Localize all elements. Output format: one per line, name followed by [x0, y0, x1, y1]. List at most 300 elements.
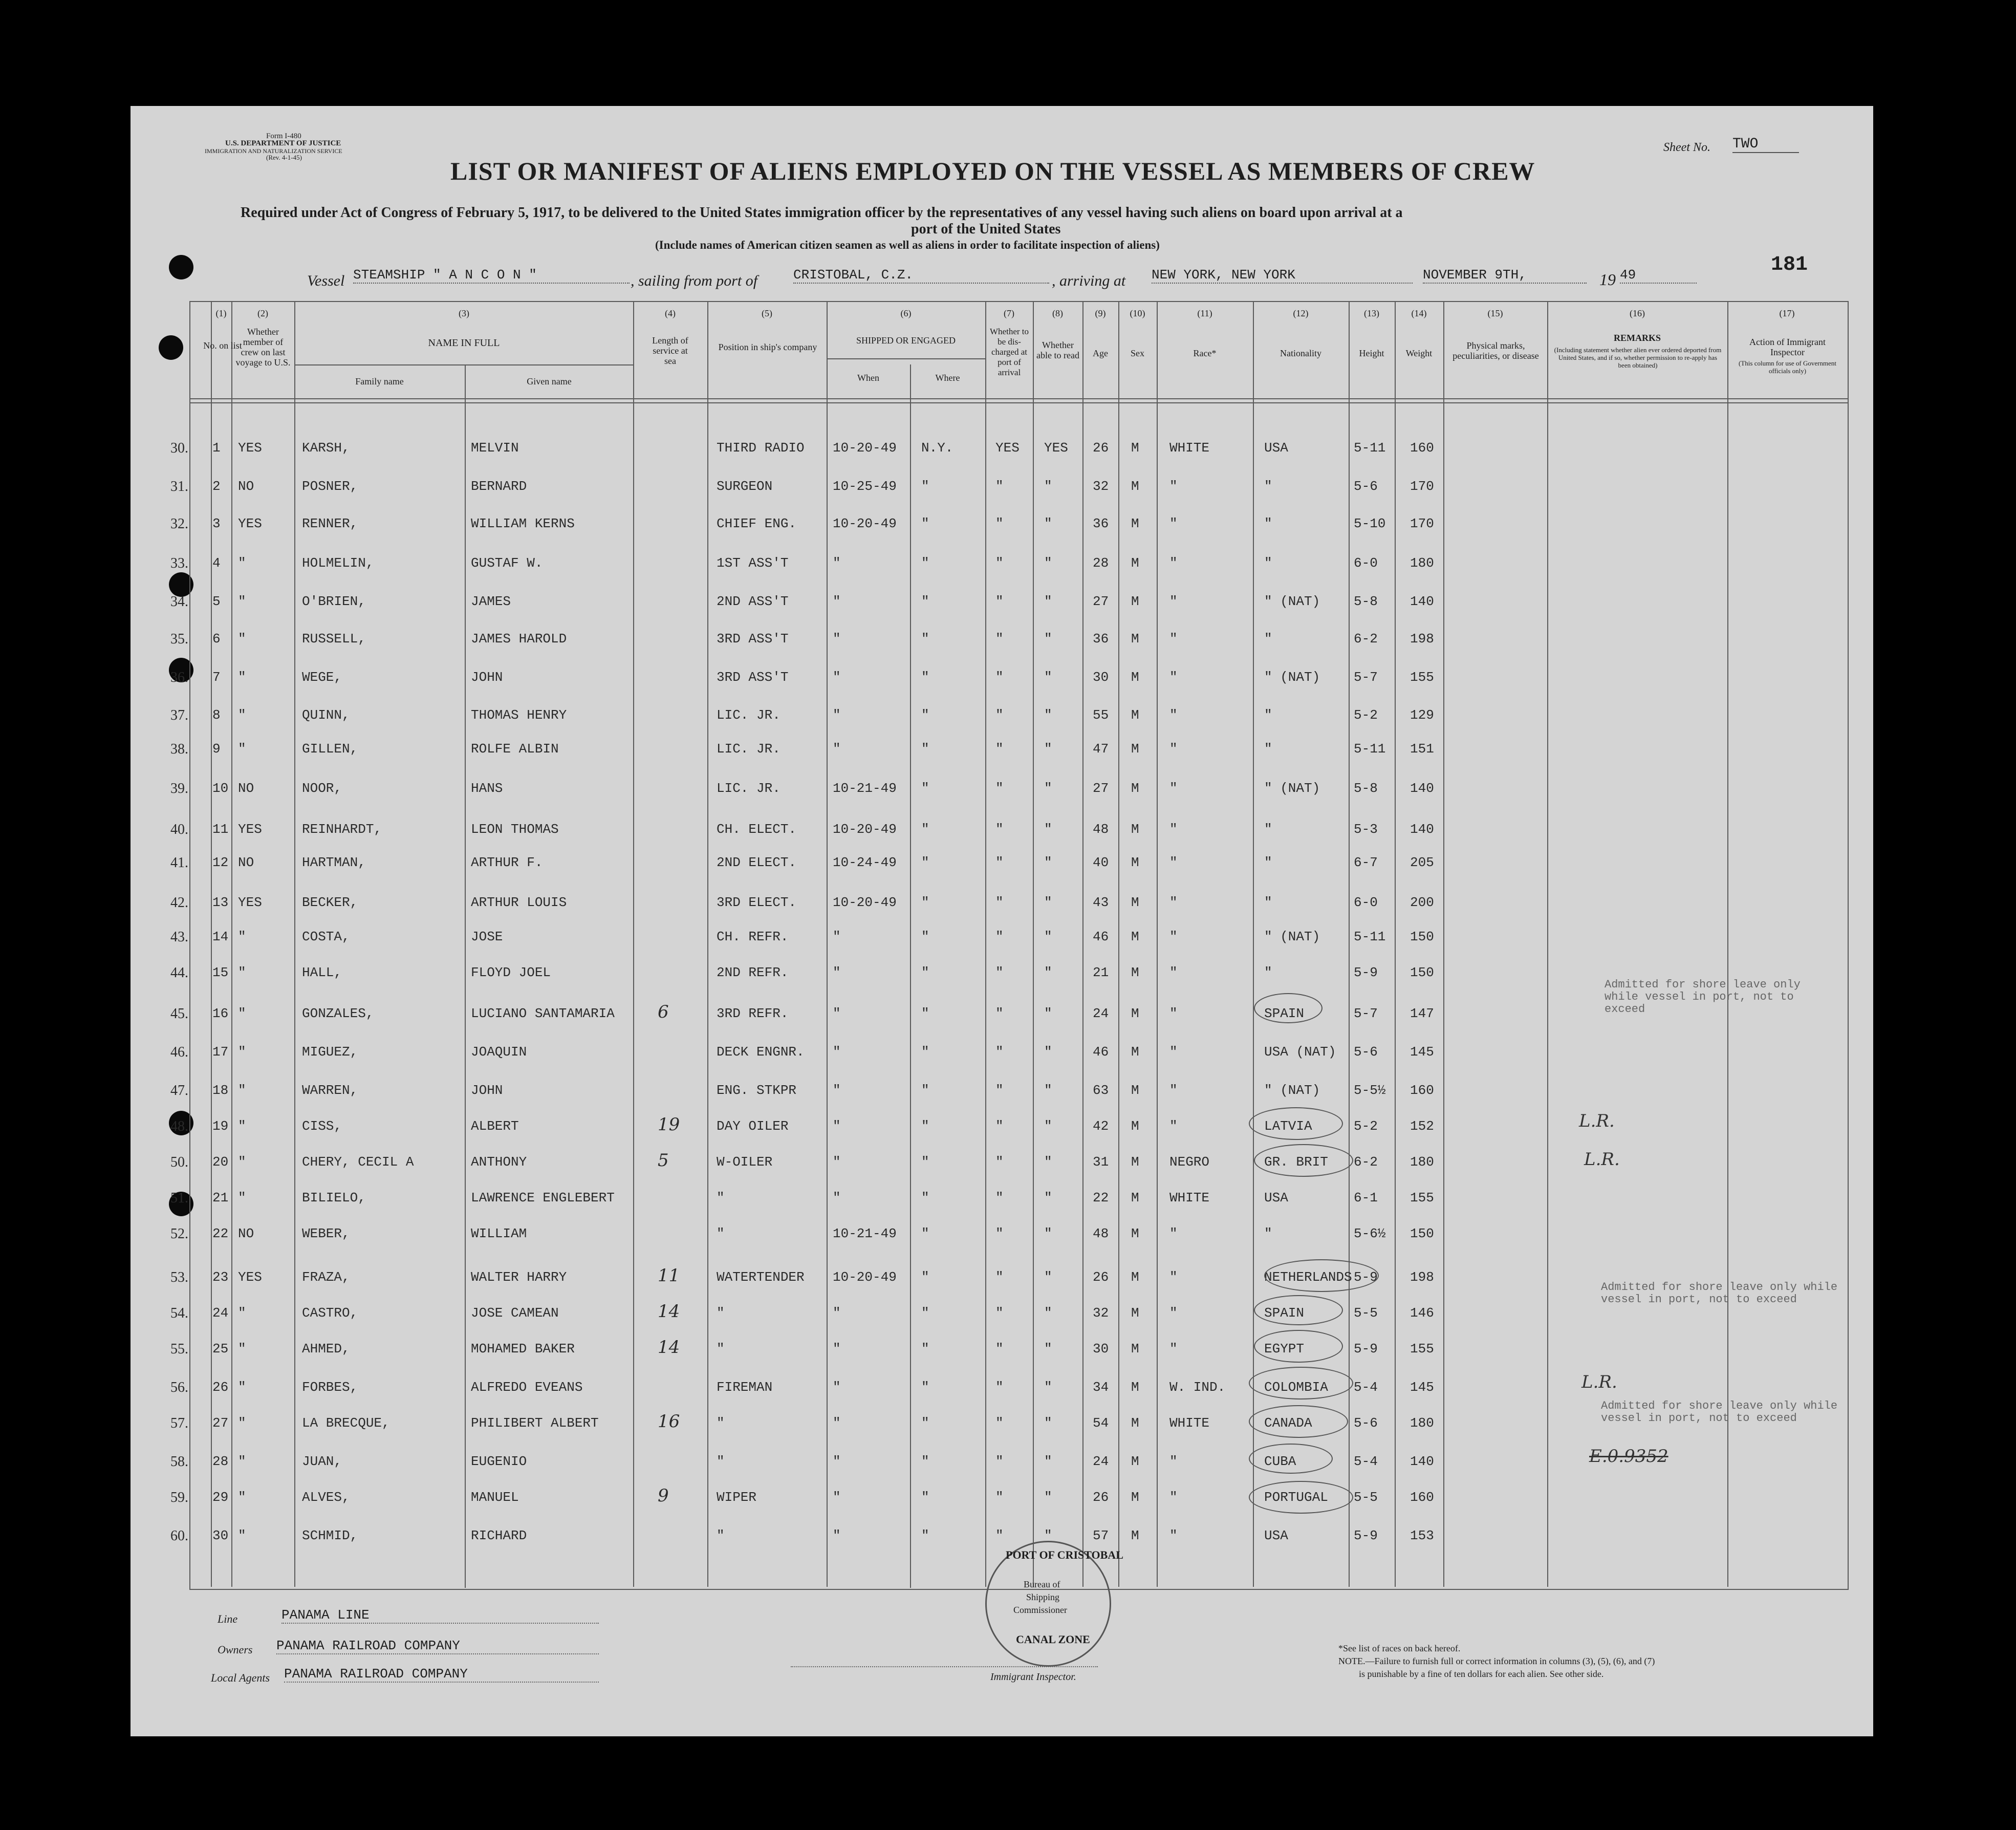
family-name: BECKER,	[302, 895, 358, 910]
age: 31	[1093, 1154, 1109, 1170]
height: 5-11	[1354, 440, 1386, 456]
discharged: "	[995, 895, 1004, 910]
shipped-where: "	[921, 1305, 929, 1321]
able-to-read: "	[1044, 781, 1052, 796]
age: 48	[1093, 1226, 1109, 1241]
age: 34	[1093, 1380, 1109, 1395]
line-number: 31.	[170, 479, 188, 494]
height: 5-4	[1354, 1380, 1378, 1395]
race: "	[1169, 822, 1178, 837]
sex: M	[1131, 1190, 1139, 1205]
weight: 198	[1410, 631, 1434, 647]
shipped-when: 10-20-49	[833, 516, 897, 531]
line-number: 52.	[170, 1226, 188, 1242]
col6a-header: When	[857, 373, 879, 383]
position: DAY OILER	[717, 1118, 789, 1134]
row-number: 20	[212, 1154, 229, 1170]
previous-voyage: YES	[238, 440, 262, 456]
stamp-text-bottom: CANAL ZONE	[1016, 1633, 1090, 1646]
col15-header: Physical marks, peculiarities, or disease	[1453, 340, 1539, 361]
sailing-port: CRISTOBAL, C.Z.	[793, 267, 1049, 284]
nationality: "	[1264, 707, 1272, 723]
form-department: U.S. DEPARTMENT OF JUSTICE	[225, 139, 341, 147]
family-name: NOOR,	[302, 781, 342, 796]
given-name: EUGENIO	[471, 1454, 527, 1469]
weight: 153	[1410, 1528, 1434, 1543]
able-to-read: "	[1044, 631, 1052, 647]
previous-voyage: "	[238, 1341, 246, 1357]
given-name: WALTER HARRY	[471, 1269, 567, 1285]
race: "	[1169, 479, 1178, 494]
age: 30	[1093, 1341, 1109, 1357]
height: 6-7	[1354, 855, 1378, 870]
nationality: "	[1264, 895, 1272, 910]
col-rule	[633, 302, 634, 1587]
able-to-read: "	[1044, 855, 1052, 870]
position: "	[717, 1341, 725, 1357]
row-number: 24	[212, 1305, 229, 1321]
age: 27	[1093, 594, 1109, 609]
col14-header: Weight	[1405, 348, 1433, 358]
position: 1ST ASS'T	[717, 555, 789, 571]
col-rule	[211, 302, 212, 1587]
discharged: "	[995, 631, 1004, 647]
shipped-where: "	[921, 1380, 929, 1395]
shipped-where: "	[921, 516, 929, 531]
row-number: 25	[212, 1341, 229, 1357]
nationality: "	[1264, 1226, 1272, 1241]
shipped-when: 10-20-49	[833, 440, 897, 456]
race: WHITE	[1169, 440, 1210, 456]
nationality: COLOMBIA	[1264, 1380, 1328, 1395]
col2-header: Whether member of crew on last voyage to U.S.	[235, 327, 291, 368]
shipped-where: "	[921, 1490, 929, 1505]
col3a-header: Family name	[355, 376, 404, 386]
position: CH. REFR.	[717, 929, 789, 944]
service-length: 5	[658, 1150, 669, 1171]
height: 5-5	[1354, 1305, 1378, 1321]
discharged: "	[995, 670, 1004, 685]
line-number: 56.	[170, 1380, 188, 1395]
race: "	[1169, 965, 1178, 980]
line-number: 53.	[170, 1269, 188, 1285]
nationality: " (NAT)	[1264, 1083, 1320, 1098]
race: WHITE	[1169, 1190, 1210, 1205]
able-to-read: YES	[1044, 440, 1068, 456]
col14-number: (14)	[1411, 308, 1427, 318]
race: NEGRO	[1169, 1154, 1210, 1170]
nationality: " (NAT)	[1264, 594, 1320, 609]
discharged: "	[995, 741, 1004, 757]
height: 5-6	[1354, 1044, 1378, 1060]
col3-header: NAME IN FULL	[428, 337, 500, 349]
row-number: 2	[212, 479, 221, 494]
nationality: USA (NAT)	[1264, 1044, 1336, 1060]
family-name: CHERY, CECIL A	[302, 1154, 414, 1170]
position: "	[717, 1454, 725, 1469]
discharged: "	[995, 1415, 1004, 1431]
row-number: 21	[212, 1190, 229, 1205]
given-name: ANTHONY	[471, 1154, 527, 1170]
shipped-when: "	[833, 1044, 841, 1060]
position: 3RD ELECT.	[717, 895, 797, 910]
shipped-where: "	[921, 555, 929, 571]
family-name: FORBES,	[302, 1380, 358, 1395]
col16-header: REMARKS	[1613, 333, 1661, 343]
family-name: BILIELO,	[302, 1190, 366, 1205]
discharged: "	[995, 1190, 1004, 1205]
height: 5-6	[1354, 479, 1378, 494]
service-length: 14	[658, 1301, 680, 1322]
weight: 150	[1410, 1226, 1434, 1241]
line-number: 36.	[170, 670, 188, 685]
line-number: 47.	[170, 1083, 188, 1099]
previous-voyage: "	[238, 1083, 246, 1098]
previous-voyage: "	[238, 965, 246, 980]
given-name: LUCIANO SANTAMARIA	[471, 1006, 615, 1021]
previous-voyage: "	[238, 1118, 246, 1134]
height: 6-0	[1354, 895, 1378, 910]
age: 57	[1093, 1528, 1109, 1543]
race: "	[1169, 1006, 1178, 1021]
line-label: Line	[218, 1612, 238, 1625]
nationality: USA	[1264, 440, 1288, 456]
previous-voyage: "	[238, 594, 246, 609]
position: "	[717, 1305, 725, 1321]
sex: M	[1131, 895, 1139, 910]
family-name: RUSSELL,	[302, 631, 366, 647]
line-number: 55.	[170, 1341, 188, 1357]
shipped-when: "	[833, 1006, 841, 1021]
line-number: 58.	[170, 1454, 188, 1470]
nationality: " (NAT)	[1264, 670, 1320, 685]
discharged: "	[995, 1044, 1004, 1060]
position: THIRD RADIO	[717, 440, 805, 456]
height: 5-5	[1354, 1490, 1378, 1505]
row-number: 28	[212, 1454, 229, 1469]
family-name: QUINN,	[302, 707, 350, 723]
service-length: 14	[658, 1337, 680, 1358]
row-number: 6	[212, 631, 221, 647]
position: CHIEF ENG.	[717, 516, 797, 531]
height: 6-1	[1354, 1190, 1378, 1205]
row-number: 9	[212, 741, 221, 757]
col3-number: (3)	[459, 308, 469, 318]
position: 3RD ASS'T	[717, 670, 789, 685]
nationality-circle	[1249, 1444, 1333, 1474]
discharged: "	[995, 1380, 1004, 1395]
col6-header: SHIPPED OR ENGAGED	[856, 335, 956, 346]
age: 30	[1093, 670, 1109, 685]
discharged: "	[995, 855, 1004, 870]
family-name: HOLMELIN,	[302, 555, 374, 571]
family-name: LA BRECQUE,	[302, 1415, 390, 1431]
height: 5-8	[1354, 594, 1378, 609]
row-number: 14	[212, 929, 229, 944]
col7-number: (7)	[1004, 308, 1014, 318]
nationality: USA	[1264, 1190, 1288, 1205]
sex: M	[1131, 440, 1139, 456]
given-name: ARTHUR LOUIS	[471, 895, 567, 910]
previous-voyage: "	[238, 1006, 246, 1021]
previous-voyage: NO	[238, 855, 254, 870]
service-length: 9	[658, 1485, 669, 1506]
remark-handwritten: L.R.	[1579, 1111, 1615, 1131]
nationality-circle	[1254, 1144, 1353, 1177]
position: 2ND ELECT.	[717, 855, 797, 870]
row-number: 5	[212, 594, 221, 609]
family-name: CISS,	[302, 1118, 342, 1134]
weight: 152	[1410, 1118, 1434, 1134]
subtitle-line-1: Required under Act of Congress of February 5, 1917, to be delivered to the United States immigration officer by the representatives of any vessel having such aliens on board upon arrival at a	[241, 205, 1403, 221]
previous-voyage: "	[238, 707, 246, 723]
family-name: REINHARDT,	[302, 822, 382, 837]
sex: M	[1131, 1415, 1139, 1431]
age: 21	[1093, 965, 1109, 980]
race: "	[1169, 670, 1178, 685]
col3b-header: Given name	[527, 376, 572, 386]
shipped-when: "	[833, 741, 841, 757]
able-to-read: "	[1044, 479, 1052, 494]
col12-number: (12)	[1293, 308, 1309, 318]
service-length: 16	[658, 1411, 680, 1432]
age: 26	[1093, 1269, 1109, 1285]
race: "	[1169, 741, 1178, 757]
nationality: GR. BRIT	[1264, 1154, 1328, 1170]
height: 5-7	[1354, 1006, 1378, 1021]
age: 36	[1093, 516, 1109, 531]
col2-number: (2)	[257, 308, 268, 318]
age: 36	[1093, 631, 1109, 647]
shipped-when: 10-25-49	[833, 479, 897, 494]
shipped-where: "	[921, 1415, 929, 1431]
col-rule	[231, 302, 232, 1587]
given-name: JOHN	[471, 670, 503, 685]
height: 5-11	[1354, 929, 1386, 944]
sex: M	[1131, 1154, 1139, 1170]
height: 6-2	[1354, 1154, 1378, 1170]
nationality: "	[1264, 631, 1272, 647]
sex: M	[1131, 631, 1139, 647]
height: 5-9	[1354, 1341, 1378, 1357]
col-rule	[985, 302, 986, 1587]
position: "	[717, 1415, 725, 1431]
shipped-where: "	[921, 1190, 929, 1205]
weight: 140	[1410, 822, 1434, 837]
given-name: LEON THOMAS	[471, 822, 559, 837]
subtitle-line-2: port of the United States	[911, 221, 1061, 237]
age: 24	[1093, 1006, 1109, 1021]
nationality: CANADA	[1264, 1415, 1312, 1431]
line-value: PANAMA LINE	[281, 1607, 599, 1624]
discharged: "	[995, 479, 1004, 494]
family-name: ALVES,	[302, 1490, 350, 1505]
stamp-text-middle: Shipping	[1026, 1592, 1060, 1602]
race: "	[1169, 781, 1178, 796]
position: 2ND REFR.	[717, 965, 789, 980]
height: 5-7	[1354, 670, 1378, 685]
col-rule	[294, 302, 295, 1587]
able-to-read: "	[1044, 1528, 1052, 1543]
line-number: 48.	[170, 1118, 188, 1134]
previous-voyage: "	[238, 1380, 246, 1395]
height: 5-9	[1354, 1269, 1378, 1285]
race: "	[1169, 1528, 1178, 1543]
sex: M	[1131, 1341, 1139, 1357]
previous-voyage: "	[238, 929, 246, 944]
col11-header: Race*	[1193, 348, 1217, 358]
shipped-when: "	[833, 594, 841, 609]
col4-number: (4)	[665, 308, 676, 318]
previous-voyage: NO	[238, 1226, 254, 1241]
sex: M	[1131, 707, 1139, 723]
row-number: 18	[212, 1083, 229, 1098]
line-number: 60.	[170, 1528, 188, 1544]
sex: M	[1131, 1490, 1139, 1505]
age: 54	[1093, 1415, 1109, 1431]
family-name: CASTRO,	[302, 1305, 358, 1321]
shipped-where: "	[921, 594, 929, 609]
age: 26	[1093, 1490, 1109, 1505]
sex: M	[1131, 555, 1139, 571]
sex: M	[1131, 479, 1139, 494]
shipped-where: "	[921, 1154, 929, 1170]
line-number: 33.	[170, 555, 188, 571]
given-name: ROLFE ALBIN	[471, 741, 559, 757]
shipped-when: 10-21-49	[833, 1226, 897, 1241]
race: "	[1169, 895, 1178, 910]
family-name: O'BRIEN,	[302, 594, 366, 609]
given-name: THOMAS HENRY	[471, 707, 567, 723]
given-name: RICHARD	[471, 1528, 527, 1543]
given-name: WILLIAM	[471, 1226, 527, 1241]
able-to-read: "	[1044, 1415, 1052, 1431]
given-name: HANS	[471, 781, 503, 796]
sex: M	[1131, 1083, 1139, 1098]
discharged: "	[995, 1305, 1004, 1321]
col1-number: (1)	[215, 308, 227, 318]
race: "	[1169, 516, 1178, 531]
col10-number: (10)	[1130, 308, 1145, 318]
shipped-where: "	[921, 855, 929, 870]
col8-header: Whether able to read	[1036, 340, 1079, 360]
previous-voyage: "	[238, 741, 246, 757]
line-number: 30.	[170, 440, 188, 456]
vessel-label: Vessel	[307, 272, 345, 289]
subheader-rule-shipped	[827, 358, 985, 359]
subheader-rule-name	[294, 364, 634, 365]
discharged: "	[995, 822, 1004, 837]
shipped-where: "	[921, 1528, 929, 1543]
able-to-read: "	[1044, 555, 1052, 571]
able-to-read: "	[1044, 670, 1052, 685]
height: 5-6	[1354, 1415, 1378, 1431]
sex: M	[1131, 822, 1139, 837]
shipped-where: "	[921, 929, 929, 944]
able-to-read: "	[1044, 1083, 1052, 1098]
able-to-read: "	[1044, 1341, 1052, 1357]
nationality: CUBA	[1264, 1454, 1296, 1469]
shipped-when: "	[833, 1490, 841, 1505]
row-number: 11	[212, 822, 229, 837]
family-name: WEBER,	[302, 1226, 350, 1241]
line-number: 45.	[170, 1006, 188, 1022]
family-name: GILLEN,	[302, 741, 358, 757]
previous-voyage: "	[238, 670, 246, 685]
able-to-read: "	[1044, 1380, 1052, 1395]
sex: M	[1131, 1305, 1139, 1321]
col17-header: Action of Immigrant Inspector	[1749, 337, 1826, 357]
line-number: 54.	[170, 1305, 188, 1321]
height: 5-10	[1354, 516, 1386, 531]
weight: 155	[1410, 1341, 1434, 1357]
able-to-read: "	[1044, 1226, 1052, 1241]
position: DECK ENGNR.	[717, 1044, 805, 1060]
nationality-circle	[1254, 1295, 1343, 1325]
year-suffix: 49	[1620, 267, 1697, 284]
col17-number: (17)	[1779, 308, 1795, 318]
col15-number: (15)	[1487, 308, 1503, 318]
col-rule	[1157, 302, 1158, 1587]
table-frame	[189, 301, 1849, 1590]
able-to-read: "	[1044, 707, 1052, 723]
race: "	[1169, 1226, 1178, 1241]
weight: 180	[1410, 1154, 1434, 1170]
sex: M	[1131, 1118, 1139, 1134]
remark-handwritten: L.R.	[1584, 1149, 1620, 1170]
col-rule	[1349, 302, 1350, 1587]
sheet-label: Sheet No.	[1663, 141, 1710, 154]
shipped-where: "	[921, 1044, 929, 1060]
arrival-date: NOVEMBER 9TH,	[1423, 267, 1587, 284]
discharged: "	[995, 1341, 1004, 1357]
remark-shore-leave: Admitted for shore leave only while vessel in port, not to exceed	[1605, 978, 1801, 1016]
race: "	[1169, 1118, 1178, 1134]
previous-voyage: "	[238, 1305, 246, 1321]
race: WHITE	[1169, 1415, 1210, 1431]
shipped-when: "	[833, 1190, 841, 1205]
height: 5-3	[1354, 822, 1378, 837]
height: 5-9	[1354, 965, 1378, 980]
row-number: 3	[212, 516, 221, 531]
weight: 205	[1410, 855, 1434, 870]
row-number: 7	[212, 670, 221, 685]
nationality: "	[1264, 822, 1272, 837]
given-name: JAMES	[471, 594, 511, 609]
shipped-where: "	[921, 1454, 929, 1469]
nationality-circle	[1254, 1330, 1343, 1363]
nationality-circle	[1264, 1259, 1379, 1292]
family-name: KARSH,	[302, 440, 350, 456]
position: LIC. JR.	[717, 741, 781, 757]
sex: M	[1131, 1044, 1139, 1060]
sailing-label: , sailing from port of	[631, 272, 758, 289]
vessel-name: STEAMSHIP " A N C O N "	[353, 267, 630, 284]
age: 32	[1093, 1305, 1109, 1321]
nationality: NETHERLANDS	[1264, 1269, 1352, 1285]
nationality: "	[1264, 965, 1272, 980]
discharged: "	[995, 1006, 1004, 1021]
position: 3RD REFR.	[717, 1006, 789, 1021]
nationality: "	[1264, 516, 1272, 531]
age: 48	[1093, 822, 1109, 837]
sex: M	[1131, 670, 1139, 685]
nationality: SPAIN	[1264, 1006, 1305, 1021]
shipped-when: 10-24-49	[833, 855, 897, 870]
family-name: WARREN,	[302, 1083, 358, 1098]
position: SURGEON	[717, 479, 773, 494]
col9-number: (9)	[1095, 308, 1106, 318]
